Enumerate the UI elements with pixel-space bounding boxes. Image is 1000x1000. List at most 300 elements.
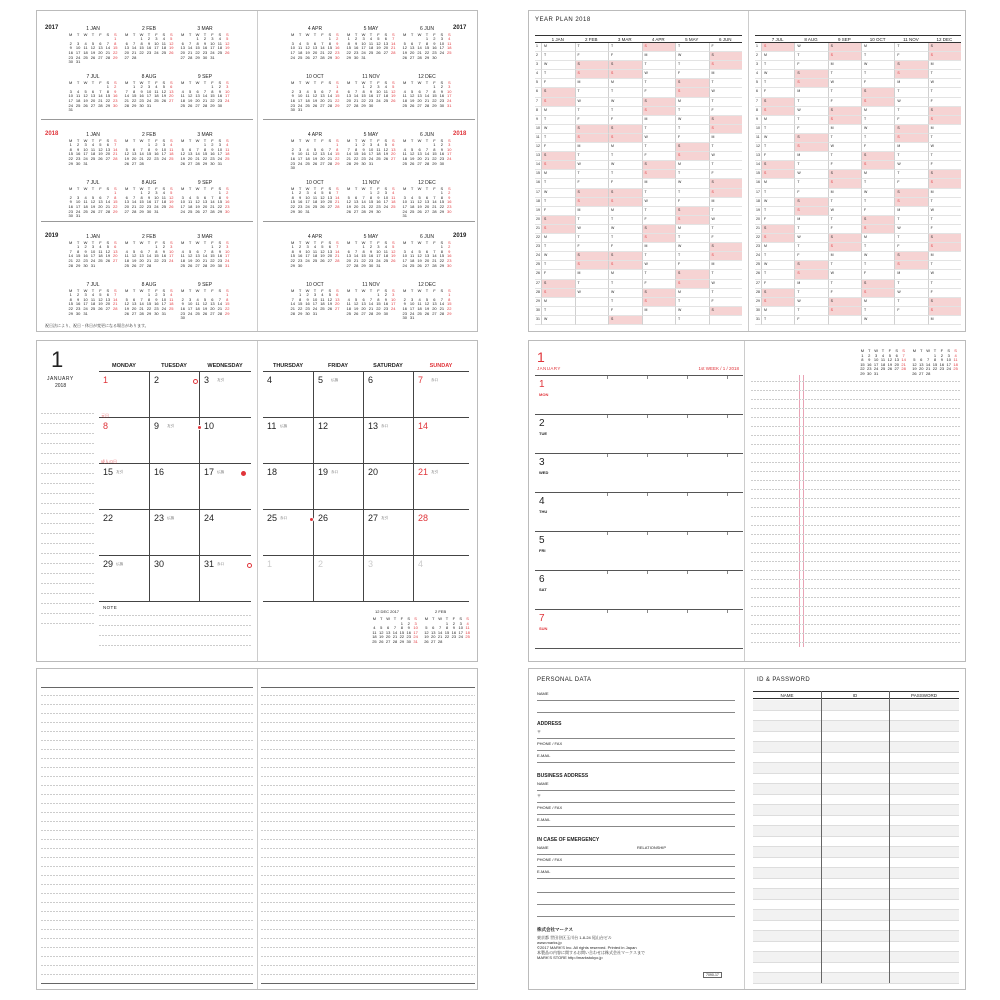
year-plan-day-cell[interactable]: T	[761, 207, 794, 216]
year-plan-day-cell[interactable]: T	[608, 107, 642, 116]
year-plan-day-cell[interactable]: W	[861, 61, 894, 70]
year-plan-day-cell[interactable]: M	[828, 252, 861, 261]
business-phone-field[interactable]	[537, 805, 735, 815]
year-plan-day-cell[interactable]: S	[608, 70, 642, 79]
year-plan-day-cell[interactable]	[575, 298, 609, 307]
year-plan-day-cell[interactable]: F	[761, 152, 794, 161]
year-plan-day-cell[interactable]: S	[642, 289, 676, 298]
month-day-cell[interactable]	[313, 463, 363, 509]
year-plan-day-cell[interactable]: W	[608, 98, 642, 107]
year-plan-day-cell[interactable]: S	[675, 79, 709, 88]
password-row[interactable]	[753, 889, 959, 900]
week-day-row[interactable]	[535, 609, 743, 648]
year-plan-day-cell[interactable]: T	[575, 234, 609, 243]
year-plan-day-cell[interactable]: S	[608, 134, 642, 143]
year-plan-day-cell[interactable]: S	[861, 280, 894, 289]
year-plan-day-cell[interactable]: T	[608, 170, 642, 179]
year-plan-day-cell[interactable]: T	[928, 198, 961, 207]
year-plan-day-cell[interactable]: S	[761, 225, 794, 234]
year-plan-day-cell[interactable]: F	[894, 179, 927, 188]
year-plan-day-cell[interactable]: S	[761, 161, 794, 170]
year-plan-day-cell[interactable]: W	[928, 79, 961, 88]
year-plan-day-cell[interactable]: W	[894, 98, 927, 107]
year-plan-day-cell[interactable]: S	[761, 98, 794, 107]
year-plan-day-cell[interactable]: F	[675, 198, 709, 207]
password-row[interactable]	[753, 973, 959, 984]
year-plan-day-cell[interactable]: F	[894, 52, 927, 61]
year-plan-day-cell[interactable]: M	[761, 243, 794, 252]
year-plan-day-cell[interactable]: F	[541, 270, 575, 279]
year-plan-day-cell[interactable]: W	[761, 70, 794, 79]
year-plan-day-cell[interactable]: F	[794, 189, 827, 198]
year-plan-day-cell[interactable]: T	[894, 43, 927, 52]
year-plan-day-cell[interactable]: F	[608, 52, 642, 61]
year-plan-day-cell[interactable]: F	[642, 280, 676, 289]
memo-line[interactable]	[537, 895, 735, 905]
year-plan-day-cell[interactable]: T	[828, 88, 861, 97]
year-plan-day-cell[interactable]: T	[541, 198, 575, 207]
year-plan-day-cell[interactable]: S	[575, 134, 609, 143]
year-plan-day-cell[interactable]: S	[828, 43, 861, 52]
year-plan-day-cell[interactable]: S	[608, 261, 642, 270]
year-plan-day-cell[interactable]: T	[675, 61, 709, 70]
year-plan-day-cell[interactable]: S	[541, 88, 575, 97]
password-row[interactable]	[753, 931, 959, 942]
month-day-cell[interactable]	[263, 417, 313, 463]
year-plan-day-cell[interactable]: W	[928, 143, 961, 152]
year-plan-day-cell[interactable]: S	[709, 61, 743, 70]
year-plan-day-cell[interactable]: W	[861, 252, 894, 261]
year-plan-day-cell[interactable]: T	[928, 152, 961, 161]
year-plan-day-cell[interactable]: M	[608, 79, 642, 88]
year-plan-day-cell[interactable]: T	[928, 216, 961, 225]
year-plan-day-cell[interactable]: T	[861, 70, 894, 79]
year-plan-day-cell[interactable]: S	[709, 252, 743, 261]
month-day-cell[interactable]	[199, 463, 251, 509]
year-plan-day-cell[interactable]: S	[608, 125, 642, 134]
year-plan-day-cell[interactable]: S	[828, 307, 861, 316]
year-plan-day-cell[interactable]: F	[928, 98, 961, 107]
year-plan-day-cell[interactable]	[709, 316, 743, 325]
year-plan-day-cell[interactable]: S	[541, 280, 575, 289]
year-plan-day-cell[interactable]: T	[794, 243, 827, 252]
year-plan-day-cell[interactable]: S	[828, 298, 861, 307]
month-day-cell[interactable]	[363, 417, 413, 463]
month-day-cell[interactable]	[149, 463, 199, 509]
week-day-row[interactable]	[535, 375, 743, 414]
year-plan-day-cell[interactable]: M	[575, 270, 609, 279]
name-field-2[interactable]	[537, 703, 735, 713]
year-plan-day-cell[interactable]: W	[608, 225, 642, 234]
year-plan-day-cell[interactable]: T	[794, 225, 827, 234]
year-plan-day-cell[interactable]: T	[675, 189, 709, 198]
year-plan-day-cell[interactable]: T	[761, 143, 794, 152]
year-plan-day-cell[interactable]: M	[861, 298, 894, 307]
month-day-cell[interactable]	[313, 417, 363, 463]
year-plan-day-cell[interactable]: W	[575, 289, 609, 298]
year-plan-day-cell[interactable]: T	[709, 270, 743, 279]
week-day-row[interactable]	[535, 414, 743, 453]
password-row[interactable]	[753, 721, 959, 732]
year-plan-day-cell[interactable]: T	[642, 125, 676, 134]
emergency-phone-field[interactable]	[537, 857, 735, 867]
year-plan-day-cell[interactable]: S	[575, 261, 609, 270]
year-plan-day-cell[interactable]: S	[709, 125, 743, 134]
year-plan-day-cell[interactable]: F	[761, 216, 794, 225]
year-plan-day-cell[interactable]: T	[761, 252, 794, 261]
year-plan-day-cell[interactable]: S	[642, 161, 676, 170]
year-plan-day-cell[interactable]: T	[642, 143, 676, 152]
year-plan-day-cell[interactable]: T	[642, 207, 676, 216]
month-day-cell[interactable]	[313, 555, 363, 601]
year-plan-day-cell[interactable]: F	[794, 125, 827, 134]
year-plan-day-cell[interactable]: T	[709, 79, 743, 88]
year-plan-day-cell[interactable]: S	[861, 88, 894, 97]
year-plan-day-cell[interactable]: M	[642, 307, 676, 316]
year-plan-day-cell[interactable]: F	[675, 70, 709, 79]
year-plan-day-cell[interactable]: T	[928, 134, 961, 143]
month-day-cell[interactable]	[199, 417, 251, 463]
year-plan-day-cell[interactable]: T	[928, 280, 961, 289]
year-plan-day-cell[interactable]: S	[794, 270, 827, 279]
year-plan-day-cell[interactable]: M	[794, 280, 827, 289]
year-plan-day-cell[interactable]: M	[608, 207, 642, 216]
year-plan-day-cell[interactable]: W	[642, 198, 676, 207]
address-field-2[interactable]	[537, 741, 735, 751]
year-plan-day-cell[interactable]: F	[608, 243, 642, 252]
year-plan-day-cell[interactable]: T	[675, 125, 709, 134]
year-plan-day-cell[interactable]: S	[642, 98, 676, 107]
year-plan-day-cell[interactable]	[575, 307, 609, 316]
month-day-cell[interactable]	[363, 509, 413, 555]
year-plan-day-cell[interactable]: S	[675, 143, 709, 152]
year-plan-day-cell[interactable]: M	[541, 107, 575, 116]
year-plan-day-cell[interactable]: M	[642, 52, 676, 61]
month-day-cell[interactable]	[149, 509, 199, 555]
year-plan-day-cell[interactable]: T	[541, 52, 575, 61]
year-plan-day-cell[interactable]: M	[541, 234, 575, 243]
year-plan-day-cell[interactable]: W	[709, 216, 743, 225]
year-plan-day-cell[interactable]: T	[608, 88, 642, 97]
password-row[interactable]	[753, 753, 959, 764]
month-day-cell[interactable]	[413, 417, 469, 463]
year-plan-day-cell[interactable]: W	[709, 88, 743, 97]
year-plan-day-cell[interactable]: M	[861, 234, 894, 243]
year-plan-day-cell[interactable]: S	[541, 216, 575, 225]
month-day-cell[interactable]	[199, 509, 251, 555]
year-plan-day-cell[interactable]: F	[894, 116, 927, 125]
year-plan-day-cell[interactable]: S	[575, 70, 609, 79]
year-plan-day-cell[interactable]: S	[928, 170, 961, 179]
year-plan-day-cell[interactable]: F	[541, 143, 575, 152]
year-plan-day-cell[interactable]: M	[828, 125, 861, 134]
month-day-cell[interactable]	[99, 417, 149, 463]
year-plan-day-cell[interactable]: M	[861, 43, 894, 52]
year-plan-day-cell[interactable]: S	[928, 52, 961, 61]
year-plan-day-cell[interactable]: M	[575, 207, 609, 216]
year-plan-day-cell[interactable]: S	[608, 198, 642, 207]
month-day-cell[interactable]	[149, 555, 199, 601]
year-plan-day-cell[interactable]: S	[828, 243, 861, 252]
year-plan-day-cell[interactable]: S	[894, 261, 927, 270]
password-row[interactable]	[753, 816, 959, 827]
year-plan-day-cell[interactable]: S	[675, 280, 709, 289]
year-plan-day-cell[interactable]: T	[794, 289, 827, 298]
year-plan-day-cell[interactable]: W	[928, 270, 961, 279]
year-plan-day-cell[interactable]: W	[642, 134, 676, 143]
year-plan-day-cell[interactable]: S	[928, 307, 961, 316]
year-plan-day-cell[interactable]: M	[675, 161, 709, 170]
year-plan-day-cell[interactable]: S	[861, 225, 894, 234]
password-row[interactable]	[753, 900, 959, 911]
year-plan-day-cell[interactable]: W	[794, 107, 827, 116]
year-plan-day-cell[interactable]: W	[828, 143, 861, 152]
year-plan-day-cell[interactable]: S	[928, 107, 961, 116]
year-plan-day-cell[interactable]: M	[541, 43, 575, 52]
year-plan-day-cell[interactable]: F	[709, 43, 743, 52]
year-plan-day-cell[interactable]: S	[642, 234, 676, 243]
year-plan-day-cell[interactable]: T	[861, 179, 894, 188]
year-plan-day-cell[interactable]: F	[608, 179, 642, 188]
password-row[interactable]	[753, 774, 959, 785]
month-day-cell[interactable]	[99, 509, 149, 555]
year-plan-day-cell[interactable]: T	[861, 198, 894, 207]
year-plan-day-cell[interactable]: T	[675, 252, 709, 261]
year-plan-day-cell[interactable]: T	[928, 261, 961, 270]
year-plan-day-cell[interactable]: S	[761, 234, 794, 243]
business-address-field[interactable]	[537, 793, 735, 803]
year-plan-day-cell[interactable]: T	[828, 216, 861, 225]
year-plan-day-cell[interactable]: F	[709, 234, 743, 243]
year-plan-day-cell[interactable]: S	[642, 170, 676, 179]
year-plan-day-cell[interactable]: T	[861, 134, 894, 143]
year-plan-day-cell[interactable]: T	[709, 98, 743, 107]
year-plan-day-cell[interactable]: M	[541, 298, 575, 307]
year-plan-day-cell[interactable]: T	[575, 43, 609, 52]
month-day-cell[interactable]	[363, 555, 413, 601]
year-plan-day-cell[interactable]: S	[709, 307, 743, 316]
year-plan-day-cell[interactable]: M	[794, 152, 827, 161]
week-day-row[interactable]	[535, 453, 743, 492]
year-plan-day-cell[interactable]: T	[828, 134, 861, 143]
year-plan-day-cell[interactable]: T	[861, 116, 894, 125]
year-plan-day-cell[interactable]: T	[894, 170, 927, 179]
year-plan-day-cell[interactable]: W	[541, 316, 575, 325]
year-plan-day-cell[interactable]: T	[608, 298, 642, 307]
year-plan-day-cell[interactable]: M	[761, 179, 794, 188]
year-plan-day-cell[interactable]: M	[894, 207, 927, 216]
year-plan-day-cell[interactable]: M	[794, 88, 827, 97]
year-plan-day-cell[interactable]: T	[861, 243, 894, 252]
year-plan-day-cell[interactable]: T	[828, 70, 861, 79]
month-day-cell[interactable]	[149, 417, 199, 463]
year-plan-day-cell[interactable]: M	[642, 243, 676, 252]
month-day-cell[interactable]	[199, 371, 251, 417]
year-plan-day-cell[interactable]: F	[794, 252, 827, 261]
year-plan-day-cell[interactable]: S	[541, 98, 575, 107]
year-plan-day-cell[interactable]: S	[608, 252, 642, 261]
week-day-row[interactable]	[535, 531, 743, 570]
year-plan-day-cell[interactable]: T	[642, 61, 676, 70]
year-plan-day-cell[interactable]: S	[828, 107, 861, 116]
month-day-cell[interactable]	[313, 509, 363, 555]
year-plan-day-cell[interactable]: M	[709, 198, 743, 207]
year-plan-day-cell[interactable]: S	[541, 289, 575, 298]
year-plan-day-cell[interactable]: S	[794, 261, 827, 270]
year-plan-day-cell[interactable]: T	[541, 70, 575, 79]
month-day-cell[interactable]	[413, 463, 469, 509]
month-day-cell[interactable]	[199, 555, 251, 601]
year-plan-day-cell[interactable]: F	[541, 207, 575, 216]
year-plan-day-cell[interactable]: W	[541, 61, 575, 70]
year-plan-day-cell[interactable]: F	[608, 116, 642, 125]
year-plan-day-cell[interactable]: W	[761, 198, 794, 207]
year-plan-day-cell[interactable]: F	[709, 170, 743, 179]
year-plan-day-cell[interactable]: M	[709, 134, 743, 143]
year-plan-day-cell[interactable]: S	[861, 161, 894, 170]
month-day-cell[interactable]	[313, 371, 363, 417]
year-plan-day-cell[interactable]: S	[894, 125, 927, 134]
year-plan-day-cell[interactable]: S	[675, 152, 709, 161]
year-plan-day-cell[interactable]: T	[675, 316, 709, 325]
year-plan-day-cell[interactable]: T	[608, 152, 642, 161]
month-day-cell[interactable]	[99, 555, 149, 601]
year-plan-day-cell[interactable]: T	[608, 280, 642, 289]
year-plan-day-cell[interactable]: F	[761, 88, 794, 97]
year-plan-day-cell[interactable]: T	[928, 70, 961, 79]
year-plan-day-cell[interactable]: W	[541, 252, 575, 261]
year-plan-day-cell[interactable]: F	[794, 316, 827, 325]
year-plan-day-cell[interactable]: S	[541, 225, 575, 234]
year-plan-day-cell[interactable]: W	[828, 270, 861, 279]
password-row[interactable]	[753, 763, 959, 774]
year-plan-day-cell[interactable]: S	[861, 152, 894, 161]
year-plan-day-cell[interactable]: F	[828, 98, 861, 107]
year-plan-day-cell[interactable]: W	[675, 307, 709, 316]
memo-line[interactable]	[537, 907, 735, 917]
year-plan-day-cell[interactable]: F	[861, 143, 894, 152]
year-plan-day-cell[interactable]: S	[675, 216, 709, 225]
week-day-row[interactable]	[535, 570, 743, 609]
year-plan-day-cell[interactable]: M	[709, 261, 743, 270]
year-plan-day-cell[interactable]: F	[794, 61, 827, 70]
year-plan-day-cell[interactable]: S	[608, 61, 642, 70]
year-plan-day-cell[interactable]: T	[861, 52, 894, 61]
year-plan-day-cell[interactable]: S	[575, 198, 609, 207]
year-plan-day-cell[interactable]: S	[928, 116, 961, 125]
year-plan-day-cell[interactable]: T	[541, 307, 575, 316]
emergency-name-field[interactable]	[537, 845, 735, 855]
year-plan-day-cell[interactable]: M	[608, 143, 642, 152]
year-plan-day-cell[interactable]: T	[541, 116, 575, 125]
year-plan-day-cell[interactable]: S	[709, 243, 743, 252]
year-plan-day-cell[interactable]: S	[642, 298, 676, 307]
year-plan-day-cell[interactable]: T	[761, 189, 794, 198]
year-plan-day-cell[interactable]: F	[894, 307, 927, 316]
year-plan-day-cell[interactable]: M	[541, 170, 575, 179]
year-plan-day-cell[interactable]	[894, 316, 927, 325]
year-plan-day-cell[interactable]: S	[894, 252, 927, 261]
year-plan-day-cell[interactable]: M	[575, 143, 609, 152]
year-plan-day-cell[interactable]: T	[541, 243, 575, 252]
year-plan-day-cell[interactable]: M	[642, 116, 676, 125]
month-day-cell[interactable]	[263, 463, 313, 509]
year-plan-day-cell[interactable]: T	[642, 270, 676, 279]
month-day-cell[interactable]	[99, 463, 149, 509]
year-plan-day-cell[interactable]: S	[894, 134, 927, 143]
password-row[interactable]	[753, 742, 959, 753]
year-plan-day-cell[interactable]: T	[541, 261, 575, 270]
password-row[interactable]	[753, 879, 959, 890]
password-row[interactable]	[753, 910, 959, 921]
year-plan-day-cell[interactable]	[575, 316, 609, 325]
year-plan-day-cell[interactable]: T	[794, 98, 827, 107]
year-plan-day-cell[interactable]: T	[894, 280, 927, 289]
year-plan-day-cell[interactable]: M	[861, 107, 894, 116]
year-plan-day-cell[interactable]: S	[761, 298, 794, 307]
year-plan-day-cell[interactable]: T	[675, 170, 709, 179]
year-plan-day-cell[interactable]: W	[794, 170, 827, 179]
year-plan-day-cell[interactable]: M	[761, 307, 794, 316]
year-plan-day-cell[interactable]: W	[675, 116, 709, 125]
year-plan-day-cell[interactable]: T	[828, 261, 861, 270]
year-plan-day-cell[interactable]: S	[541, 161, 575, 170]
year-plan-day-cell[interactable]: T	[709, 161, 743, 170]
year-plan-day-cell[interactable]: S	[642, 107, 676, 116]
year-plan-day-cell[interactable]: T	[675, 43, 709, 52]
year-plan-day-cell[interactable]: T	[794, 179, 827, 188]
year-plan-day-cell[interactable]: M	[675, 225, 709, 234]
password-row[interactable]	[753, 784, 959, 795]
year-plan-day-cell[interactable]: T	[794, 116, 827, 125]
year-plan-day-cell[interactable]: T	[828, 280, 861, 289]
password-row[interactable]	[753, 837, 959, 848]
year-plan-day-cell[interactable]: M	[928, 316, 961, 325]
email-field[interactable]	[537, 753, 735, 763]
year-plan-day-cell[interactable]: W	[675, 243, 709, 252]
year-plan-day-cell[interactable]: F	[828, 289, 861, 298]
year-plan-day-cell[interactable]: W	[794, 234, 827, 243]
year-plan-day-cell[interactable]: M	[675, 98, 709, 107]
year-plan-day-cell[interactable]: S	[794, 207, 827, 216]
year-plan-day-cell[interactable]: W	[861, 189, 894, 198]
year-plan-day-cell[interactable]: F	[575, 179, 609, 188]
year-plan-day-cell[interactable]: S	[794, 70, 827, 79]
year-plan-day-cell[interactable]: W	[541, 125, 575, 134]
year-plan-day-cell[interactable]: S	[541, 152, 575, 161]
year-plan-day-cell[interactable]: S	[794, 79, 827, 88]
year-plan-day-cell[interactable]: F	[861, 270, 894, 279]
year-plan-day-cell[interactable]: M	[575, 79, 609, 88]
year-plan-day-cell[interactable]: W	[894, 225, 927, 234]
year-plan-day-cell[interactable]: F	[575, 243, 609, 252]
year-plan-day-cell[interactable]: S	[761, 107, 794, 116]
year-plan-day-cell[interactable]: M	[861, 170, 894, 179]
year-plan-day-cell[interactable]: M	[709, 70, 743, 79]
year-plan-day-cell[interactable]: S	[828, 170, 861, 179]
year-plan-day-cell[interactable]: S	[575, 125, 609, 134]
month-day-cell[interactable]	[263, 509, 313, 555]
year-plan-day-cell[interactable]: S	[642, 225, 676, 234]
year-plan-day-cell[interactable]: M	[608, 270, 642, 279]
year-plan-day-cell[interactable]: W	[608, 161, 642, 170]
business-name-field[interactable]	[537, 781, 735, 791]
year-plan-day-cell[interactable]: W	[861, 316, 894, 325]
year-plan-day-cell[interactable]: W	[642, 261, 676, 270]
year-plan-day-cell[interactable]: M	[894, 270, 927, 279]
month-day-cell[interactable]	[149, 371, 199, 417]
year-plan-day-cell[interactable]: S	[575, 252, 609, 261]
